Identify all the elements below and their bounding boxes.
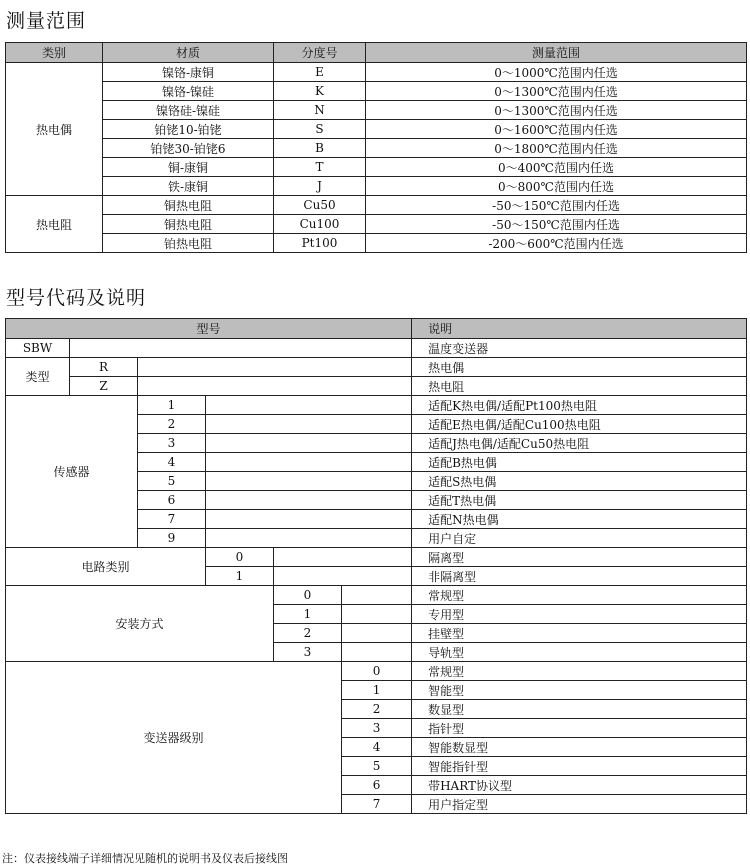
table-row <box>6 377 747 396</box>
mount-code: 2 <box>274 624 342 643</box>
blank-cell <box>342 586 412 605</box>
graduation-cell: E <box>274 63 366 82</box>
table-row <box>6 396 747 415</box>
sensor-code: 7 <box>138 510 206 529</box>
section2-title: 型号代码及说明 <box>6 287 147 309</box>
level-desc: 智能型 <box>412 681 747 700</box>
mount-desc: 专用型 <box>412 605 747 624</box>
circuit-code: 0 <box>206 548 274 567</box>
sbw-code: SBW <box>6 339 70 358</box>
mount-code: 1 <box>274 605 342 624</box>
material-cell: 铂热电阻 <box>103 234 274 253</box>
table-row <box>6 662 747 681</box>
graduation-cell: Pt100 <box>274 234 366 253</box>
level-code: 5 <box>342 757 412 776</box>
range-row <box>6 177 747 196</box>
blank-cell <box>206 453 412 472</box>
mount-label: 安装方式 <box>6 586 274 662</box>
blank-cell <box>274 548 412 567</box>
circuit-code: 1 <box>206 567 274 586</box>
range-cell: -200～600℃范围内任选 <box>366 234 747 253</box>
range-cell: -50～150℃范围内任选 <box>366 196 747 215</box>
mount-desc: 挂壁型 <box>412 624 747 643</box>
sensor-code: 6 <box>138 491 206 510</box>
sensor-desc: 适配K热电偶/适配Pt100热电阻 <box>412 396 747 415</box>
blank-cell <box>206 396 412 415</box>
sensor-desc: 适配S热电偶 <box>412 472 747 491</box>
material-cell: 铜热电阻 <box>103 215 274 234</box>
range-row <box>6 234 747 253</box>
sensor-desc: 适配B热电偶 <box>412 453 747 472</box>
level-desc: 智能指针型 <box>412 757 747 776</box>
table-row <box>6 358 747 377</box>
footnote: 注：仪表接线端子详细情况见随机的说明书及仪表后接线图 <box>2 852 288 865</box>
range-cell: 0～400℃范围内任选 <box>366 158 747 177</box>
range-row <box>6 101 747 120</box>
level-code: 0 <box>342 662 412 681</box>
table-row <box>6 586 747 605</box>
table-row <box>6 339 747 358</box>
category-cell: 热电阻 <box>6 196 103 253</box>
header-desc: 说明 <box>412 319 747 339</box>
blank-cell <box>138 377 412 396</box>
category-cell: 热电偶 <box>6 63 103 196</box>
blank-cell <box>206 491 412 510</box>
mount-desc: 常规型 <box>412 586 747 605</box>
circuit-desc: 非隔离型 <box>412 567 747 586</box>
level-desc: 数显型 <box>412 700 747 719</box>
sensor-desc: 用户自定 <box>412 529 747 548</box>
level-desc: 常规型 <box>412 662 747 681</box>
range-row <box>6 215 747 234</box>
material-cell: 铂铑10-铂铑 <box>103 120 274 139</box>
blank-cell <box>138 358 412 377</box>
graduation-cell: B <box>274 139 366 158</box>
model-code-table <box>5 318 747 814</box>
blank-cell <box>206 472 412 491</box>
blank-cell <box>342 624 412 643</box>
sensor-code: 9 <box>138 529 206 548</box>
level-label: 变送器级别 <box>6 662 342 814</box>
sensor-desc: 适配N热电偶 <box>412 510 747 529</box>
range-cell: 0～1300℃范围内任选 <box>366 101 747 120</box>
material-cell: 镍铬-康铜 <box>103 63 274 82</box>
blank-cell <box>274 567 412 586</box>
mount-desc: 导轨型 <box>412 643 747 662</box>
blank-cell <box>206 415 412 434</box>
range-row <box>6 139 747 158</box>
level-code: 6 <box>342 776 412 795</box>
graduation-cell: N <box>274 101 366 120</box>
range-cell: -50～150℃范围内任选 <box>366 215 747 234</box>
graduation-cell: K <box>274 82 366 101</box>
header-graduation: 分度号 <box>274 43 366 63</box>
range-cell: 0～1600℃范围内任选 <box>366 120 747 139</box>
sensor-desc: 适配T热电偶 <box>412 491 747 510</box>
type-desc: 热电偶 <box>412 358 747 377</box>
range-cell: 0～800℃范围内任选 <box>366 177 747 196</box>
type-code: Z <box>70 377 138 396</box>
graduation-cell: S <box>274 120 366 139</box>
material-cell: 镍铬-镍硅 <box>103 82 274 101</box>
model-header-row <box>6 319 747 339</box>
sensor-code: 5 <box>138 472 206 491</box>
graduation-cell: Cu100 <box>274 215 366 234</box>
level-code: 4 <box>342 738 412 757</box>
material-cell: 铜-康铜 <box>103 158 274 177</box>
sensor-code: 3 <box>138 434 206 453</box>
header-material: 材质 <box>103 43 274 63</box>
table-row <box>6 548 747 567</box>
level-code: 1 <box>342 681 412 700</box>
header-category: 类别 <box>6 43 103 63</box>
sensor-desc: 适配J热电偶/适配Cu50热电阻 <box>412 434 747 453</box>
graduation-cell: Cu50 <box>274 196 366 215</box>
level-desc: 带HART协议型 <box>412 776 747 795</box>
material-cell: 铜热电阻 <box>103 196 274 215</box>
graduation-cell: T <box>274 158 366 177</box>
level-code: 7 <box>342 795 412 814</box>
circuit-label: 电路类别 <box>6 548 206 586</box>
sensor-code: 2 <box>138 415 206 434</box>
type-desc: 热电阻 <box>412 377 747 396</box>
blank-cell <box>206 510 412 529</box>
material-cell: 铂铑30-铂铑6 <box>103 139 274 158</box>
range-cell: 0～1800℃范围内任选 <box>366 139 747 158</box>
range-row <box>6 63 747 82</box>
blank-cell <box>206 529 412 548</box>
sensor-code: 1 <box>138 396 206 415</box>
header-range: 测量范围 <box>366 43 747 63</box>
type-label: 类型 <box>6 358 70 396</box>
range-row <box>6 158 747 177</box>
range-row <box>6 120 747 139</box>
blank-cell <box>342 605 412 624</box>
sensor-code: 4 <box>138 453 206 472</box>
level-desc: 指针型 <box>412 719 747 738</box>
blank-cell <box>342 643 412 662</box>
blank-cell <box>206 434 412 453</box>
range-row <box>6 196 747 215</box>
level-code: 3 <box>342 719 412 738</box>
sensor-label: 传感器 <box>6 396 138 548</box>
level-code: 2 <box>342 700 412 719</box>
material-cell: 铁-康铜 <box>103 177 274 196</box>
graduation-cell: J <box>274 177 366 196</box>
range-table-header <box>6 43 747 63</box>
header-model: 型号 <box>6 319 412 339</box>
range-cell: 0～1300℃范围内任选 <box>366 82 747 101</box>
sensor-desc: 适配E热电偶/适配Cu100热电阻 <box>412 415 747 434</box>
level-desc: 智能数显型 <box>412 738 747 757</box>
section1-title: 测量范围 <box>6 10 87 32</box>
range-cell: 0～1000℃范围内任选 <box>366 63 747 82</box>
level-desc: 用户指定型 <box>412 795 747 814</box>
type-code: R <box>70 358 138 377</box>
mount-code: 0 <box>274 586 342 605</box>
range-row <box>6 82 747 101</box>
sbw-desc: 温度变送器 <box>412 339 747 358</box>
circuit-desc: 隔离型 <box>412 548 747 567</box>
mount-code: 3 <box>274 643 342 662</box>
range-table <box>5 42 747 253</box>
material-cell: 镍铬硅-镍硅 <box>103 101 274 120</box>
blank-cell <box>70 339 412 358</box>
